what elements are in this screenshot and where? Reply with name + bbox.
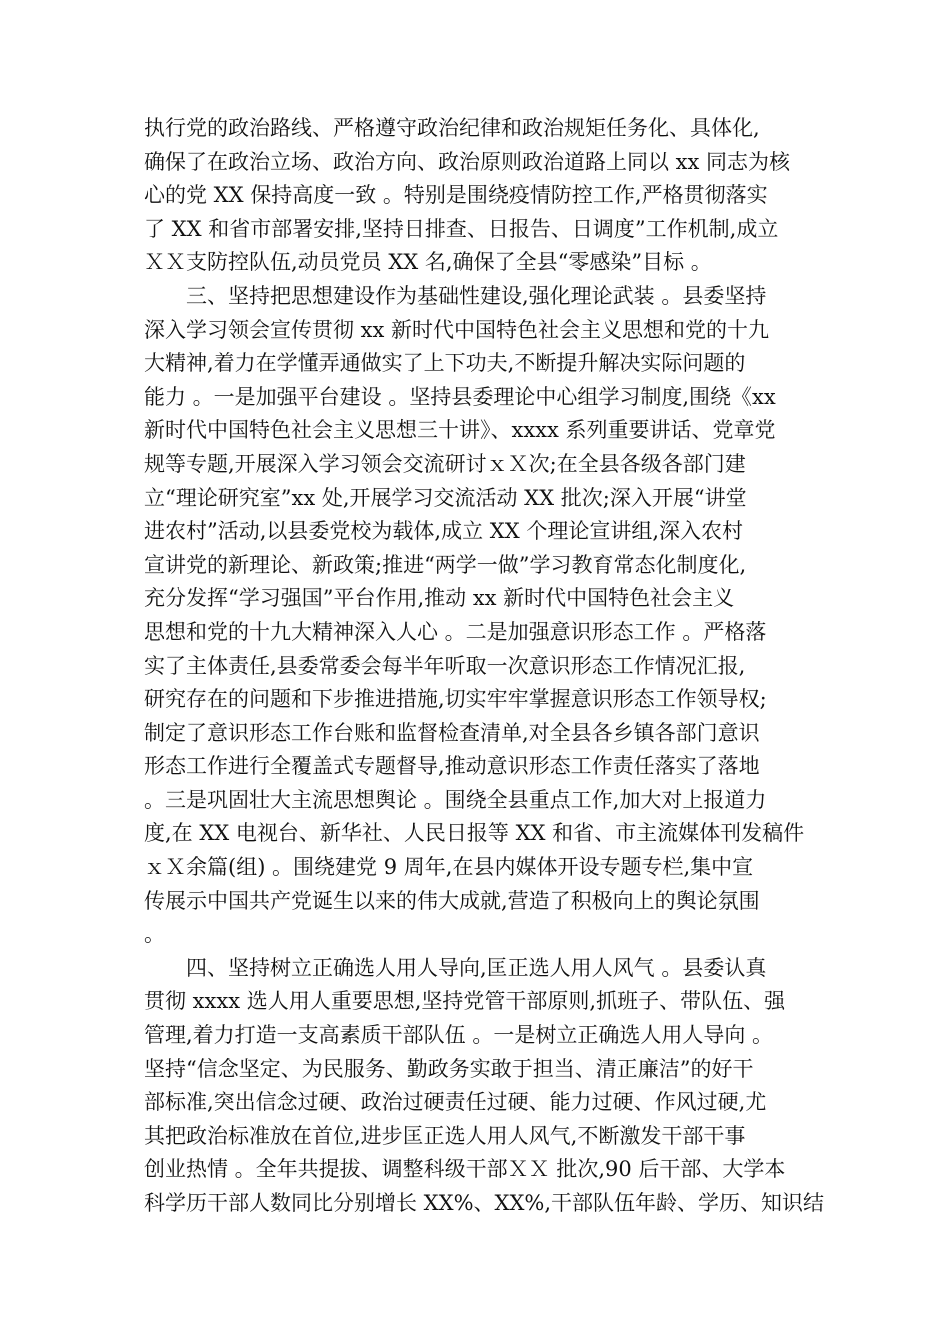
text-line: 心的党 XX 保持高度一致 。特别是围绕疫情防控工作,严格贯彻落实: [144, 183, 768, 208]
text-line: 充分发挥“学习强国”平台作用,推动 xx 新时代中国特色社会主义: [144, 586, 735, 611]
text-line: 研究存在的问题和下步推进措施,切实牢牢掌握意识形态工作领导权;: [144, 687, 767, 712]
text-line: 能力 。一是加强平台建设 。坚持县委理论中心组学习制度,围绕《xx: [144, 384, 776, 409]
text-line: 贯彻 xxxx 选人用人重要思想,坚持党管干部原则,抓班子、带队伍、强: [144, 989, 786, 1014]
text-line: 规等专题,开展深入学习领会交流研讨ｘＸ次;在全县各级各部门建: [144, 451, 746, 476]
text-line: 实了主体责任,县委常委会每半年听取一次意识形态工作情况汇报,: [144, 653, 746, 678]
text-line: 深入学习领会宣传贯彻 xx 新时代中国特色社会主义思想和党的十九: [144, 317, 770, 342]
paragraph: [144, 952, 824, 1221]
text-line: 大精神,着力在学懂弄通做实了上下功夫,不断提升解决实际问题的: [144, 351, 746, 376]
text-line: 管理,着力打造一支高素质干部队伍 。一是树立正确选人用人导向 。: [144, 1023, 774, 1048]
text-line: ｘＸ余篇(组) 。围绕建党 9 周年,在县内媒体开设专题专栏,集中宣: [144, 855, 754, 880]
document-body: [144, 112, 824, 1221]
text-line: 立“理论研究室”xx 处,开展学习交流活动 XX 批次;深入开展“讲堂: [144, 485, 747, 510]
paragraph: [144, 280, 824, 952]
paragraph: [144, 112, 824, 280]
text-line: 形态工作进行全覆盖式专题督导,推动意识形态工作责任落实了落地: [144, 754, 760, 779]
text-line: 进农村”活动,以县委党校为载体,成立 XX 个理论宣讲组,深入农村: [144, 519, 744, 544]
text-line: 制定了意识形态工作台账和监督检查清单,对全县各乡镇各部门意识: [144, 720, 760, 745]
text-line: 确保了在政治立场、政治方向、政治原则政治道路上同以 xx 同志为核: [144, 149, 791, 174]
text-line: 坚持“信念坚定、为民服务、勤政务实敢于担当、清正廉洁”的好干: [144, 1056, 754, 1081]
text-line: 思想和党的十九大精神深入人心 。二是加强意识形态工作 。严格落: [144, 619, 767, 644]
text-line: 新时代中国特色社会主义思想三十讲》、xxxx 系列重要讲话、党章党: [144, 418, 776, 443]
text-line: 执行党的政治路线、严格遵守政治纪律和政治规矩任务化、具体化,: [144, 116, 760, 140]
text-line: 部标准,突出信念过硬、政治过硬责任过硬、能力过硬、作风过硬,尤: [144, 1090, 767, 1115]
text-line: 其把政治标准放在首位,进步匡正选人用人风气,不断激发干部干事: [144, 1123, 746, 1148]
text-line: 传展示中国共产党诞生以来的伟大成就,营造了积极向上的舆论氛围: [144, 888, 760, 913]
text-line: 。: [144, 922, 165, 947]
text-line: 。三是巩固壮大主流思想舆论 。围绕全县重点工作,加大对上报道力: [144, 787, 767, 812]
text-line: 科学历干部人数同比分别增长 XX%、XX%,干部队伍年龄、学历、知识结: [144, 1191, 825, 1215]
text-line: 四、坚持树立正确选人用人导向,匡正选人用人风气 。县委认真: [186, 955, 767, 980]
text-line: 宣讲党的新理论、新政策;推进“两学一做”学习教育常态化制度化,: [144, 552, 747, 577]
text-line: 创业热情 。全年共提拔、调整科级干部ＸＸ 批次,90 后干部、大学本: [144, 1157, 786, 1182]
text-line: 了 XX 和省市部署安排,坚持日排查、日报告、日调度”工作机制,成立: [144, 216, 779, 241]
text-line: ＸＸ支防控队伍,动员党员 XX 名,确保了全县“零感染”目标 。: [144, 250, 712, 275]
text-line: 度,在 XX 电视台、新华社、人民日报等 XX 和省、市主流媒体刊发稿件: [144, 821, 805, 846]
text-line: 三、坚持把思想建设作为基础性建设,强化理论武装 。县委坚持: [186, 283, 767, 308]
